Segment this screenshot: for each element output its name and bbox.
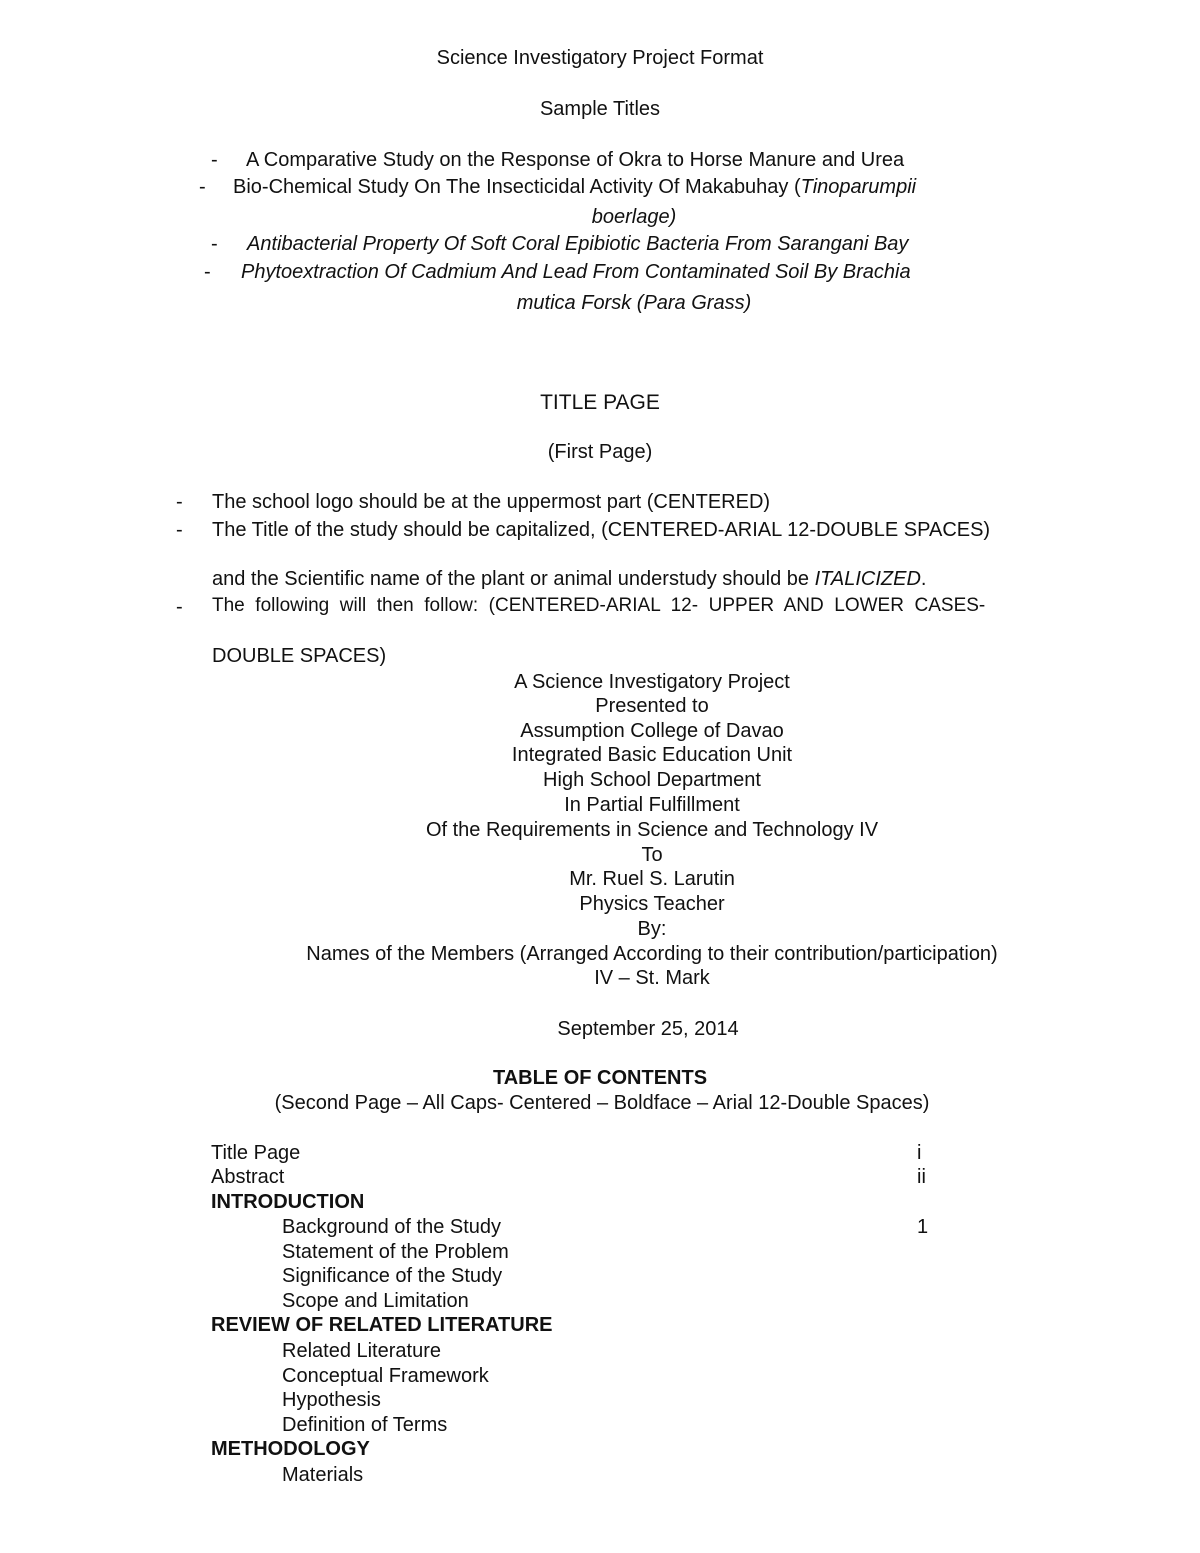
title-page-subheading: (First Page) (547, 441, 653, 463)
block-line-13: IV – St. Mark (594, 967, 710, 989)
toc-page-title-page: i (917, 1142, 922, 1164)
sample-title-3-bullet: - (211, 233, 218, 255)
instruction-2-italic-word: ITALICIZED (814, 568, 921, 590)
block-line-8: To (641, 844, 663, 866)
block-line-1: A Science Investigatory Project (514, 671, 790, 693)
block-line-4: Integrated Basic Education Unit (511, 744, 793, 766)
toc-entry-significance: Significance of the Study (282, 1265, 503, 1287)
instruction-2-continuation (212, 567, 926, 591)
instruction-1-bullet: - (176, 491, 183, 513)
toc-entry-scope: Scope and Limitation (282, 1290, 469, 1312)
toc-section-review: REVIEW OF RELATED LITERATURE (211, 1314, 553, 1336)
toc-section-methodology: METHODOLOGY (211, 1438, 370, 1460)
sample-title-2-scientific-name: Tinoparumpii (800, 176, 917, 198)
toc-entry-abstract: Abstract (211, 1166, 285, 1188)
sample-title-4 (241, 260, 911, 284)
block-line-12: Names of the Members (Arranged According to their contribution/participation) (306, 943, 998, 965)
toc-entry-hypothesis: Hypothesis (282, 1389, 381, 1411)
toc-page-background: 1 (917, 1216, 929, 1238)
instruction-2-period: . (920, 568, 927, 590)
sample-title-4-continuation (517, 291, 751, 315)
block-line-3: Assumption College of Davao (520, 720, 784, 742)
instruction-3-bullet: - (176, 596, 183, 618)
sample-title-1-bullet: - (211, 149, 218, 171)
sample-title-2-text: Bio-Chemical Study On The Insecticidal Activity Of Makabuhay ( (233, 176, 801, 198)
instruction-3: The following will then follow: (CENTERED-ARIAL 12- UPPER AND LOWER CASES- (212, 595, 986, 616)
toc-entry-materials: Materials (282, 1464, 364, 1486)
toc-page-abstract: ii (917, 1166, 926, 1188)
sample-titles-heading: Sample Titles (539, 98, 661, 120)
title-page-date: September 25, 2014 (557, 1018, 739, 1040)
toc-heading: TABLE OF CONTENTS (492, 1067, 708, 1089)
sample-title-4-text: Phytoextraction Of Cadmium And Lead From Contaminated Soil By Brachia (241, 261, 911, 283)
block-line-2: Presented to (595, 695, 709, 717)
toc-section-introduction: INTRODUCTION (211, 1191, 365, 1213)
toc-entry-statement-of-problem: Statement of the Problem (282, 1241, 509, 1263)
toc-entry-background: Background of the Study (282, 1216, 502, 1238)
sample-title-3-text: Antibacterial Property Of Soft Coral Epibiotic Bacteria From Sarangani Bay (247, 233, 909, 255)
toc-entry-title-page: Title Page (211, 1142, 301, 1164)
instruction-2-bullet: - (176, 519, 183, 541)
toc-entry-related-literature: Related Literature (282, 1340, 441, 1362)
sample-title-4-text-cont: mutica Forsk (Para Grass) (516, 292, 752, 314)
block-line-7: Of the Requirements in Science and Technology IV (425, 819, 879, 841)
sample-title-3 (247, 232, 908, 256)
toc-entry-conceptual-framework: Conceptual Framework (282, 1365, 489, 1387)
sample-title-2-scientific-name-cont: boerlage) (591, 206, 677, 228)
block-line-5: High School Department (543, 769, 761, 791)
sample-title-1: A Comparative Study on the Response of Okra to Horse Manure and Urea (246, 149, 905, 171)
instruction-3-continuation: DOUBLE SPACES) (212, 645, 387, 667)
sample-title-2 (233, 175, 916, 199)
sample-title-2-continuation (592, 205, 677, 229)
block-line-10: Physics Teacher (579, 893, 725, 915)
block-line-9: Mr. Ruel S. Larutin (569, 868, 735, 890)
title-page-heading: TITLE PAGE (540, 391, 660, 414)
instruction-2-cont-text: and the Scientific name of the plant or animal understudy should be (212, 568, 815, 590)
sample-title-4-bullet: - (204, 261, 211, 283)
block-line-11: By: (637, 918, 667, 940)
block-line-6: In Partial Fulfillment (564, 794, 740, 816)
toc-entry-definition-of-terms: Definition of Terms (282, 1414, 448, 1436)
sample-title-2-bullet: - (199, 176, 206, 198)
instruction-1: The school logo should be at the uppermost part (CENTERED) (212, 491, 771, 513)
toc-subheading: (Second Page – All Caps- Centered – Boldface – Arial 12-Double Spaces) (274, 1092, 930, 1114)
instruction-2: The Title of the study should be capitalized, (CENTERED-ARIAL 12-DOUBLE SPACES) (212, 519, 991, 541)
document-heading: Science Investigatory Project Format (436, 47, 764, 69)
